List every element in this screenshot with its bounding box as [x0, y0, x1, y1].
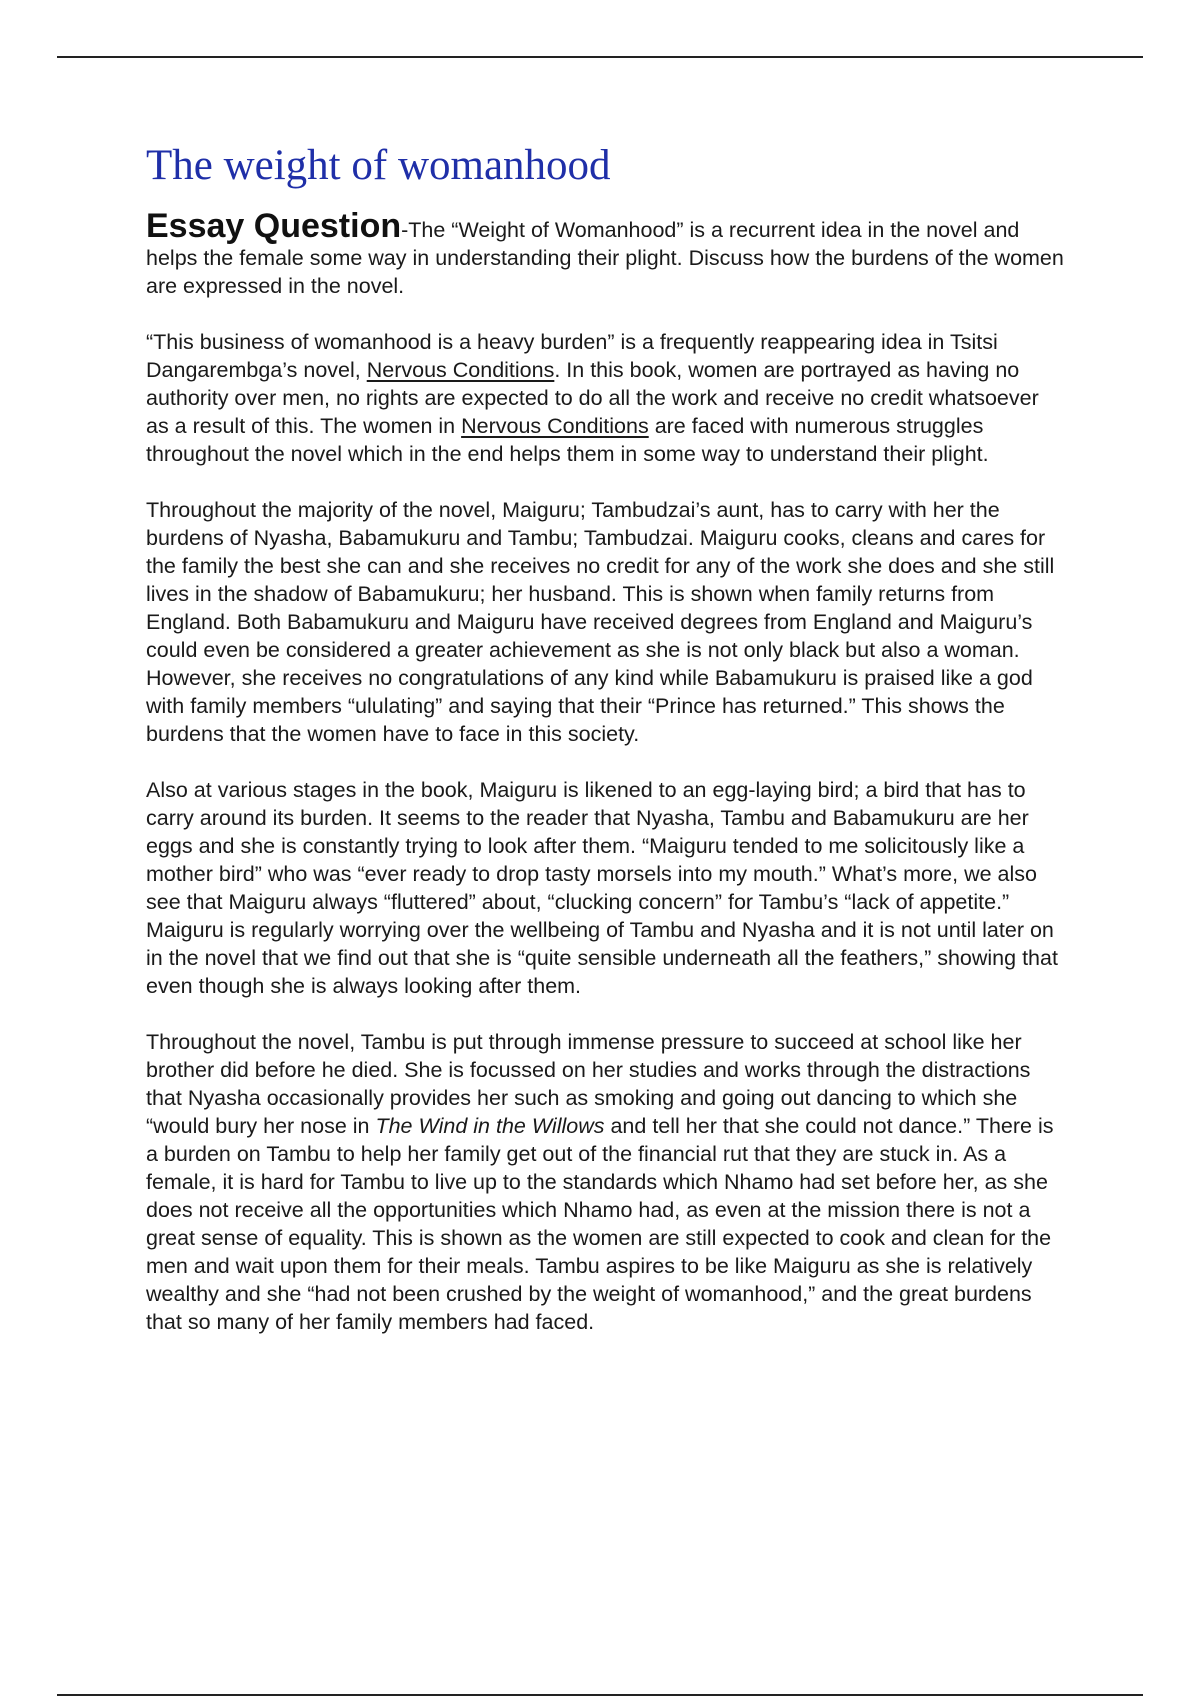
paragraph-1	[146, 328, 1066, 468]
book-title-underlined: Nervous Conditions	[366, 357, 555, 382]
paragraph-1-part-a: “This business of womanhood is a heavy burden” is a frequently reappearing idea in Tsitsi Dangarembga’s novel,	[146, 329, 998, 382]
bottom-rule	[57, 1694, 1143, 1696]
paragraph-1-part-c: . In this book, women are portrayed as having no authority over men, no rights are expected to do all the work and receive no credit whatsoever as a result of this. The women in	[146, 357, 1039, 438]
document-body	[146, 140, 1066, 1364]
essay-question-text: -The “Weight of Womanhood” is a recurrent idea in the novel and helps the female some way in understanding their plight. Discuss how the burdens of the women are expressed in the novel.	[146, 217, 1064, 298]
document-title: The weight of womanhood	[146, 142, 611, 189]
essay-question-label: Essay Question	[146, 206, 402, 245]
paragraph-4-part-a: Throughout the novel, Tambu is put through immense pressure to succeed at school like her brother did before he died. She is focussed on her studies and works through the distractions that Nyasha occasionally provides her such as smoking and going out dancing to which she “would bury her nose in	[146, 1029, 1031, 1138]
paragraph-3: Also at various stages in the book, Maiguru is likened to an egg-laying bird; a bird that has to carry around its burden. It seems to the reader that Nyasha, Tambu and Babamukuru are her eggs and she is constantly trying to look after them. “Maiguru tended to me solicitously like a mother bird” who was “ever ready to drop tasty morsels into my mouth.” What’s more, we also see that Maiguru always “fluttered” about, “clucking concern” for Tambu’s “lack of appetite.” Maiguru is regularly worrying over the wellbeing of Tambu and Nyasha and it is not until later on in the novel that we find out that she is “quite sensible underneath all the feathers,” showing that even though she is always looking after them.	[146, 777, 1058, 998]
paragraph-2: Throughout the majority of the novel, Maiguru; Tambudzai’s aunt, has to carry with her the burdens of Nyasha, Babamukuru and Tambu; Tambudzai. Maiguru cooks, cleans and cares for the family the best she can and she receives no credit for any of the work she does and she still lives in the shadow of Babamukuru; her husband. This is shown when family returns from England. Both Babamukuru and Maiguru have received degrees from England and Maiguru’s could even be considered a greater achievement as she is not only black but also a woman. However, she receives no congratulations of any kind while Babamukuru is praised like a god with family members “ululating” and saying that their “Prince has returned.” This shows the burdens that the women have to face in this society.	[146, 497, 1055, 746]
essay-question	[146, 206, 1066, 300]
book-title-underlined: Nervous Conditions	[461, 413, 649, 438]
paragraph-1-part-e: are faced with numerous struggles throughout the novel which in the end helps them in some way to understand their plight.	[146, 413, 989, 466]
paragraph-4-part-c: and tell her that she could not dance.” There is a burden on Tambu to help her family get out of the financial rut that they are stuck in. As a female, it is hard for Tambu to live up to the standards which Nhamo had set before her, as she does not receive all the opportunities which Nhamo had, as even at the mission there is not a great sense of equality. This is shown as the women are still expected to cook and clean for the men and wait upon them for their meals. Tambu aspires to be like Maiguru as she is relatively wealthy and she “had not been crushed by the weight of womanhood,” and the great burdens that so many of her family members had faced.	[146, 1113, 1054, 1334]
paragraph-4	[146, 1028, 1066, 1336]
top-rule	[57, 56, 1143, 58]
book-title-italic: The Wind in the Willows	[375, 1113, 605, 1138]
